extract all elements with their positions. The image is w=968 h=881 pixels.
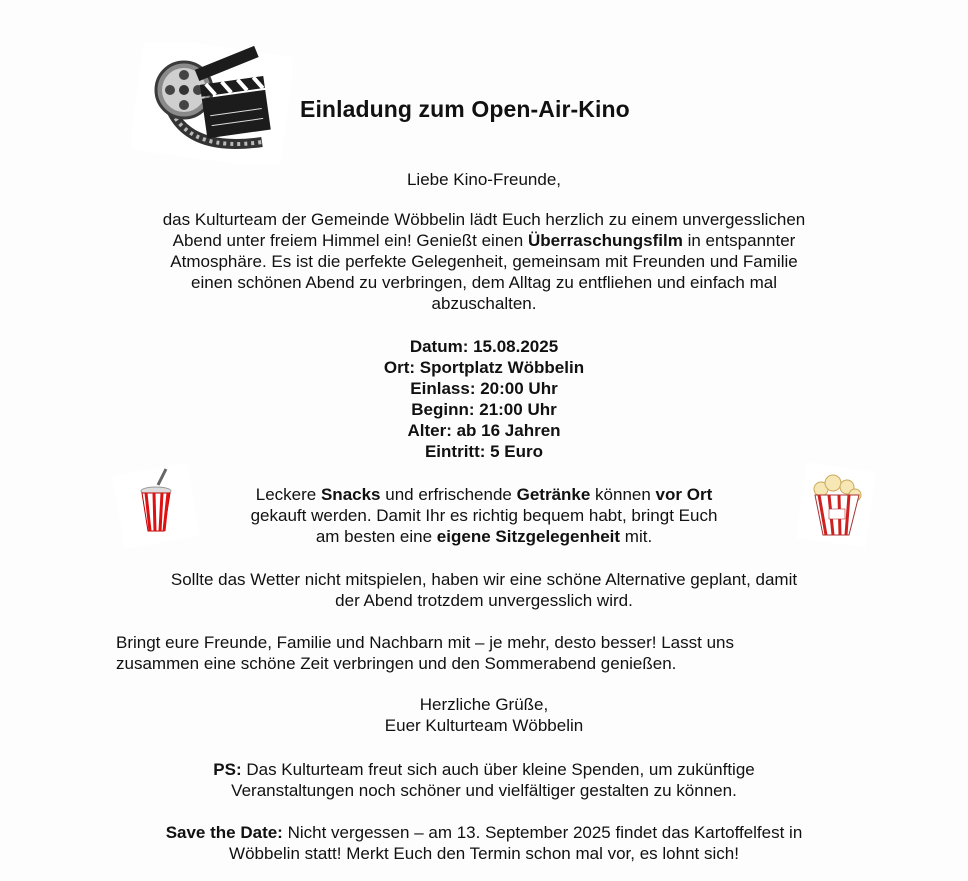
bring-paragraph <box>116 632 856 674</box>
save-line: Wöbbelin statt! Merkt Euch den Termin schon mal vor, es lohnt sich! <box>229 844 739 863</box>
snacks-paragraph <box>0 484 968 547</box>
save-line: Nicht vergessen – am 13. September 2025 findet das Kartoffelfest in <box>282 823 803 842</box>
detail-date: Datum: 15.08.2025 <box>409 337 559 356</box>
detail-entry: Einlass: 20:00 Uhr <box>410 379 558 398</box>
intro-line: einen schönen Abend zu verbringen, dem Alltag zu entfliehen und einfach mal <box>191 273 777 292</box>
intro-highlight: Überraschungsfilm <box>527 231 683 250</box>
snacks-text: gekauft werden. Damit Ihr es richtig bequem habt, bringt Euch <box>250 506 718 525</box>
intro-line: Abend unter freiem Himmel ein! Genießt einen <box>172 231 528 250</box>
snacks-text: mit. <box>620 527 653 546</box>
closing-greeting: Herzliche Grüße, <box>419 695 549 714</box>
seating-highlight: eigene Sitzgelegenheit <box>436 527 621 546</box>
intro-line: in entspannter <box>682 231 796 250</box>
intro-paragraph <box>0 209 968 314</box>
closing <box>0 694 968 736</box>
detail-price: Eintritt: 5 Euro <box>424 442 544 461</box>
snacks-text: am besten eine <box>315 527 437 546</box>
snacks-text: können <box>590 485 656 504</box>
ps-line: Das Kulturteam freut sich auch über kleine Spenden, um zukünftige <box>241 760 755 779</box>
intro-line: Atmosphäre. Es ist die perfekte Gelegenheit, gemeinsam mit Freunden und Familie <box>170 252 798 271</box>
ps-label: PS: <box>213 760 242 779</box>
intro-line: das Kulturteam der Gemeinde Wöbbelin lädt Euch herzlich zu einem unvergesslichen <box>162 210 806 229</box>
film-reel-clapperboard-icon <box>132 42 292 164</box>
page-title: Einladung zum Open-Air-Kino <box>300 96 630 122</box>
weather-line: der Abend trotzdem unvergesslich wird. <box>335 591 633 610</box>
save-the-date-paragraph <box>0 822 968 864</box>
drinks-highlight: Getränke <box>516 485 591 504</box>
snacks-text: und erfrischende <box>380 485 517 504</box>
intro-line: abzuschalten. <box>431 294 537 313</box>
event-details <box>0 336 968 462</box>
greeting: Liebe Kino-Freunde, <box>406 170 562 189</box>
bring-line: zusammen eine schöne Zeit verbringen und den Sommerabend genießen. <box>116 654 677 673</box>
snacks-text: Leckere <box>255 485 321 504</box>
detail-start: Beginn: 21:00 Uhr <box>411 400 557 419</box>
weather-line: Sollte das Wetter nicht mitspielen, haben wir eine schöne Alternative geplant, damit <box>170 570 798 589</box>
closing-signature: Euer Kulturteam Wöbbelin <box>384 716 584 735</box>
save-the-date-label: Save the Date: <box>165 823 283 842</box>
weather-paragraph <box>0 569 968 611</box>
ps-line: Veranstaltungen noch schöner und vielfältiger gestalten zu können. <box>231 781 737 800</box>
ps-paragraph <box>0 759 968 801</box>
bring-line: Bringt eure Freunde, Familie und Nachbarn mit – je mehr, desto besser! Lasst uns <box>116 633 734 652</box>
detail-place: Ort: Sportplatz Wöbbelin <box>383 358 585 377</box>
detail-age: Alter: ab 16 Jahren <box>407 421 561 440</box>
snacks-highlight: Snacks <box>320 485 381 504</box>
onsite-highlight: vor Ort <box>655 485 713 504</box>
